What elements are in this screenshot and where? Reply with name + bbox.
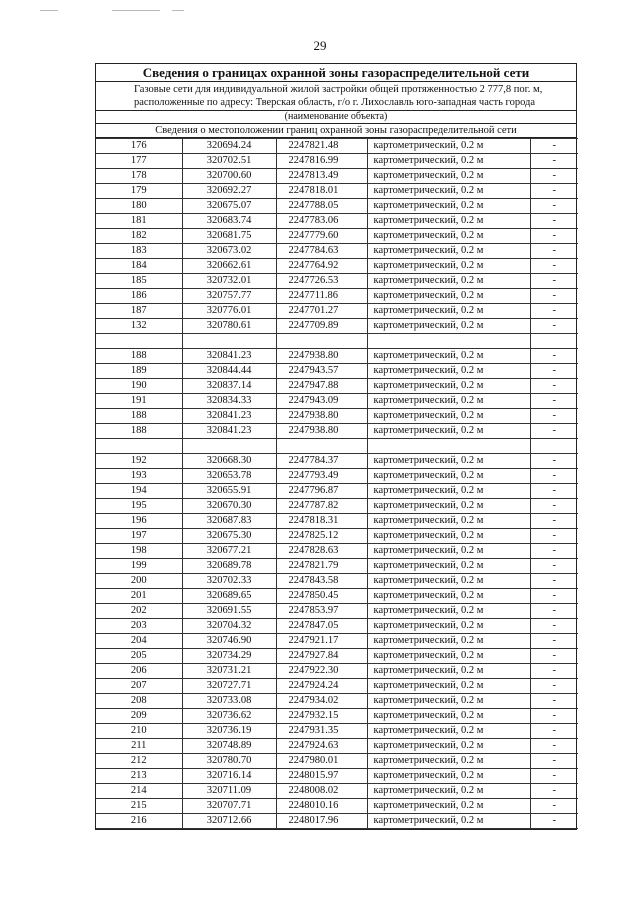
cell-deviation: - <box>530 739 578 754</box>
cell-method: картометрический, 0.2 м <box>367 469 530 484</box>
cell-coord-y: 2247843.58 <box>276 574 367 589</box>
cell-deviation: - <box>530 199 578 214</box>
cell-point-number: 184 <box>96 259 182 274</box>
cell-coord-y: 2247793.49 <box>276 469 367 484</box>
cell-coord-x: 320670.30 <box>182 499 276 514</box>
cell-deviation: - <box>530 259 578 274</box>
cell-deviation: - <box>530 574 578 589</box>
cell-point-number: 196 <box>96 514 182 529</box>
cell-coord-y: 2247847.05 <box>276 619 367 634</box>
cell-method: картометрический, 0.2 м <box>367 199 530 214</box>
cell-coord-y: 2247927.84 <box>276 649 367 664</box>
cell-coord-y: 2247796.87 <box>276 484 367 499</box>
cell-point-number: 206 <box>96 664 182 679</box>
cell-coord-x: 320834.33 <box>182 394 276 409</box>
cell-coord-y: 2247932.15 <box>276 709 367 724</box>
cell-method: картометрический, 0.2 м <box>367 529 530 544</box>
cell-method: картометрический, 0.2 м <box>367 634 530 649</box>
table-row <box>96 754 578 769</box>
table-row-blank <box>96 334 578 349</box>
table-row-blank <box>96 439 578 454</box>
coordinates-table <box>96 138 578 829</box>
cell-method: картометрический, 0.2 м <box>367 319 530 334</box>
cell-coord-y: 2247701.27 <box>276 304 367 319</box>
cell-coord-y: 2247980.01 <box>276 754 367 769</box>
table-row <box>96 454 578 469</box>
cell-deviation: - <box>530 364 578 379</box>
cell-coord-x: 320689.65 <box>182 589 276 604</box>
cell-coord-y: 2247816.99 <box>276 154 367 169</box>
cell-coord-y: 2247779.60 <box>276 229 367 244</box>
table-row <box>96 529 578 544</box>
scan-artifact <box>40 10 58 11</box>
cell-point-number: 198 <box>96 544 182 559</box>
cell-coord-x: 320692.27 <box>182 184 276 199</box>
cell-method: картометрический, 0.2 м <box>367 259 530 274</box>
cell-method: картометрический, 0.2 м <box>367 289 530 304</box>
table-row <box>96 694 578 709</box>
cell-coord-x: 320748.89 <box>182 739 276 754</box>
cell-coord-x: 320704.32 <box>182 619 276 634</box>
cell-coord-x: 320731.21 <box>182 664 276 679</box>
cell-method: картометрический, 0.2 м <box>367 184 530 199</box>
object-name-line: Газовые сети для индивидуальной жилой застройки общей протяженностью 2 777,8 пог. м, <box>134 84 543 95</box>
table-row <box>96 664 578 679</box>
cell-point-number: 199 <box>96 559 182 574</box>
table-row <box>96 649 578 664</box>
cell-method: картометрический, 0.2 м <box>367 619 530 634</box>
table-row <box>96 679 578 694</box>
table-row <box>96 394 578 409</box>
cell-coord-x: 320746.90 <box>182 634 276 649</box>
table-row <box>96 469 578 484</box>
cell-method: картометрический, 0.2 м <box>367 304 530 319</box>
table-row <box>96 409 578 424</box>
cell-coord-x: 320732.01 <box>182 274 276 289</box>
cell-method: картометрический, 0.2 м <box>367 244 530 259</box>
cell-deviation: - <box>530 349 578 364</box>
cell-point-number: 192 <box>96 454 182 469</box>
cell-coord-y: 2248010.16 <box>276 799 367 814</box>
table-row <box>96 214 578 229</box>
cell-coord-y: 2247943.09 <box>276 394 367 409</box>
cell-method: картометрический, 0.2 м <box>367 754 530 769</box>
cell-method: картометрический, 0.2 м <box>367 499 530 514</box>
cell-coord-x: 320841.23 <box>182 409 276 424</box>
cell-coord-x: 320677.21 <box>182 544 276 559</box>
cell-deviation: - <box>530 649 578 664</box>
cell-point-number: 185 <box>96 274 182 289</box>
document-title: Сведения о границах охранной зоны газораспределительной сети <box>96 64 576 82</box>
cell-deviation: - <box>530 784 578 799</box>
cell-coord-x: 320757.77 <box>182 289 276 304</box>
cell-coord-x: 320776.01 <box>182 304 276 319</box>
cell-coord-y: 2248017.96 <box>276 814 367 829</box>
cell-coord-x: 320837.14 <box>182 379 276 394</box>
cell-deviation: - <box>530 154 578 169</box>
cell-method: картометрический, 0.2 м <box>367 514 530 529</box>
cell-point-number: 205 <box>96 649 182 664</box>
cell-coord-x: 320712.66 <box>182 814 276 829</box>
cell-method: картометрический, 0.2 м <box>367 154 530 169</box>
cell-method: картометрический, 0.2 м <box>367 589 530 604</box>
cell-point-number: 177 <box>96 154 182 169</box>
cell-method <box>367 439 530 454</box>
table-row <box>96 169 578 184</box>
cell-coord-y: 2248015.97 <box>276 769 367 784</box>
cell-method: картометрический, 0.2 м <box>367 724 530 739</box>
cell-coord-y: 2247924.63 <box>276 739 367 754</box>
cell-point-number: 176 <box>96 139 182 154</box>
cell-coord-y: 2248008.02 <box>276 784 367 799</box>
cell-deviation: - <box>530 559 578 574</box>
table-row <box>96 589 578 604</box>
cell-coord-x: 320702.51 <box>182 154 276 169</box>
cell-coord-y: 2247821.48 <box>276 139 367 154</box>
table-row <box>96 559 578 574</box>
cell-coord-x <box>182 334 276 349</box>
object-name <box>96 82 576 110</box>
cell-coord-x: 320734.29 <box>182 649 276 664</box>
cell-coord-y: 2247924.24 <box>276 679 367 694</box>
boundary-sheet <box>95 63 577 830</box>
cell-coord-x: 320716.14 <box>182 769 276 784</box>
table-row <box>96 139 578 154</box>
cell-point-number: 210 <box>96 724 182 739</box>
cell-point-number: 207 <box>96 679 182 694</box>
cell-deviation: - <box>530 409 578 424</box>
cell-deviation: - <box>530 529 578 544</box>
cell-deviation: - <box>530 709 578 724</box>
cell-method: картометрический, 0.2 м <box>367 694 530 709</box>
cell-deviation: - <box>530 499 578 514</box>
cell-method: картометрический, 0.2 м <box>367 364 530 379</box>
cell-coord-y <box>276 439 367 454</box>
cell-coord-y: 2247931.35 <box>276 724 367 739</box>
cell-method: картометрический, 0.2 м <box>367 739 530 754</box>
table-row <box>96 319 578 334</box>
cell-coord-x: 320707.71 <box>182 799 276 814</box>
table-row <box>96 769 578 784</box>
cell-method: картометрический, 0.2 м <box>367 409 530 424</box>
cell-method: картометрический, 0.2 м <box>367 394 530 409</box>
cell-point-number: 188 <box>96 349 182 364</box>
cell-coord-x: 320727.71 <box>182 679 276 694</box>
table-row <box>96 199 578 214</box>
table-row <box>96 784 578 799</box>
cell-deviation: - <box>530 814 578 829</box>
cell-point-number: 186 <box>96 289 182 304</box>
cell-point-number: 183 <box>96 244 182 259</box>
table-row <box>96 364 578 379</box>
cell-point-number: 190 <box>96 379 182 394</box>
table-row <box>96 499 578 514</box>
cell-coord-x: 320711.09 <box>182 784 276 799</box>
cell-deviation: - <box>530 169 578 184</box>
cell-point-number: 193 <box>96 469 182 484</box>
cell-point-number: 189 <box>96 364 182 379</box>
cell-method: картометрический, 0.2 м <box>367 649 530 664</box>
cell-point-number <box>96 439 182 454</box>
cell-point-number: 215 <box>96 799 182 814</box>
cell-point-number: 211 <box>96 739 182 754</box>
cell-deviation: - <box>530 304 578 319</box>
cell-method: картометрический, 0.2 м <box>367 604 530 619</box>
cell-deviation: - <box>530 799 578 814</box>
cell-deviation: - <box>530 619 578 634</box>
cell-coord-y: 2247764.92 <box>276 259 367 274</box>
cell-coord-x: 320702.33 <box>182 574 276 589</box>
cell-coord-y: 2247813.49 <box>276 169 367 184</box>
cell-coord-y: 2247947.88 <box>276 379 367 394</box>
cell-coord-y: 2247818.31 <box>276 514 367 529</box>
cell-coord-x: 320675.30 <box>182 529 276 544</box>
cell-deviation: - <box>530 379 578 394</box>
cell-coord-x: 320689.78 <box>182 559 276 574</box>
cell-method: картометрический, 0.2 м <box>367 229 530 244</box>
cell-method: картометрический, 0.2 м <box>367 424 530 439</box>
cell-point-number: 195 <box>96 499 182 514</box>
cell-coord-y: 2247787.82 <box>276 499 367 514</box>
cell-coord-x: 320844.44 <box>182 364 276 379</box>
cell-deviation: - <box>530 589 578 604</box>
cell-coord-x: 320841.23 <box>182 349 276 364</box>
cell-deviation: - <box>530 184 578 199</box>
cell-point-number: 188 <box>96 409 182 424</box>
table-row <box>96 739 578 754</box>
cell-deviation: - <box>530 544 578 559</box>
cell-coord-y: 2247784.37 <box>276 454 367 469</box>
cell-coord-x: 320736.62 <box>182 709 276 724</box>
cell-coord-x: 320673.02 <box>182 244 276 259</box>
cell-coord-y: 2247921.17 <box>276 634 367 649</box>
cell-method: картометрический, 0.2 м <box>367 664 530 679</box>
table-row <box>96 184 578 199</box>
cell-coord-x: 320736.19 <box>182 724 276 739</box>
cell-method: картометрический, 0.2 м <box>367 274 530 289</box>
cell-point-number: 194 <box>96 484 182 499</box>
cell-method: картометрический, 0.2 м <box>367 544 530 559</box>
cell-method <box>367 334 530 349</box>
cell-deviation: - <box>530 394 578 409</box>
cell-deviation: - <box>530 424 578 439</box>
cell-deviation: - <box>530 274 578 289</box>
table-row <box>96 349 578 364</box>
cell-point-number: 191 <box>96 394 182 409</box>
table-row <box>96 229 578 244</box>
cell-method: картометрический, 0.2 м <box>367 214 530 229</box>
table-row <box>96 514 578 529</box>
cell-point-number: 202 <box>96 604 182 619</box>
cell-method: картометрический, 0.2 м <box>367 169 530 184</box>
cell-point-number: 208 <box>96 694 182 709</box>
cell-coord-x: 320694.24 <box>182 139 276 154</box>
cell-method: картометрический, 0.2 м <box>367 349 530 364</box>
cell-method: картометрический, 0.2 м <box>367 799 530 814</box>
table-row <box>96 619 578 634</box>
cell-coord-x: 320668.30 <box>182 454 276 469</box>
cell-deviation <box>530 439 578 454</box>
cell-coord-y: 2247726.53 <box>276 274 367 289</box>
cell-deviation: - <box>530 469 578 484</box>
cell-coord-y: 2247938.80 <box>276 409 367 424</box>
cell-coord-y: 2247783.06 <box>276 214 367 229</box>
cell-coord-y: 2247711.86 <box>276 289 367 304</box>
cell-deviation: - <box>530 319 578 334</box>
object-caption: (наименование объекта) <box>96 110 576 123</box>
cell-coord-y: 2247938.80 <box>276 424 367 439</box>
scan-artifact <box>112 10 160 11</box>
cell-point-number: 180 <box>96 199 182 214</box>
cell-deviation: - <box>530 514 578 529</box>
cell-deviation <box>530 334 578 349</box>
cell-coord-y: 2247821.79 <box>276 559 367 574</box>
table-row <box>96 304 578 319</box>
cell-method: картометрический, 0.2 м <box>367 814 530 829</box>
table-row <box>96 544 578 559</box>
cell-point-number: 178 <box>96 169 182 184</box>
cell-method: картометрический, 0.2 м <box>367 559 530 574</box>
table-row <box>96 724 578 739</box>
cell-point-number: 200 <box>96 574 182 589</box>
cell-deviation: - <box>530 604 578 619</box>
cell-coord-y: 2247828.63 <box>276 544 367 559</box>
cell-coord-x: 320662.61 <box>182 259 276 274</box>
cell-point-number: 204 <box>96 634 182 649</box>
cell-method: картометрический, 0.2 м <box>367 784 530 799</box>
scan-artifact <box>172 10 184 11</box>
cell-coord-x: 320780.61 <box>182 319 276 334</box>
cell-point-number: 209 <box>96 709 182 724</box>
cell-method: картометрический, 0.2 м <box>367 679 530 694</box>
cell-coord-y: 2247788.05 <box>276 199 367 214</box>
table-row <box>96 379 578 394</box>
cell-deviation: - <box>530 664 578 679</box>
cell-deviation: - <box>530 214 578 229</box>
cell-coord-x: 320700.60 <box>182 169 276 184</box>
cell-coord-y: 2247934.02 <box>276 694 367 709</box>
cell-point-number: 187 <box>96 304 182 319</box>
cell-method: картометрический, 0.2 м <box>367 709 530 724</box>
cell-method: картометрический, 0.2 м <box>367 139 530 154</box>
cell-deviation: - <box>530 289 578 304</box>
cell-coord-y <box>276 334 367 349</box>
cell-deviation: - <box>530 139 578 154</box>
section-subtitle: Сведения о местоположении границ охранной зоны газораспределительной сети <box>96 123 576 138</box>
cell-coord-x: 320687.83 <box>182 514 276 529</box>
cell-coord-y: 2247825.12 <box>276 529 367 544</box>
cell-point-number: 201 <box>96 589 182 604</box>
cell-point-number: 203 <box>96 619 182 634</box>
table-row <box>96 574 578 589</box>
table-row <box>96 814 578 829</box>
cell-coord-x: 320691.55 <box>182 604 276 619</box>
cell-coord-x: 320780.70 <box>182 754 276 769</box>
cell-deviation: - <box>530 484 578 499</box>
cell-coord-x: 320655.91 <box>182 484 276 499</box>
cell-coord-x: 320733.08 <box>182 694 276 709</box>
cell-coord-y: 2247853.97 <box>276 604 367 619</box>
cell-point-number: 212 <box>96 754 182 769</box>
object-address-line: расположенные по адресу: Тверская область, г/о г. Лихославль юго-западная часть города <box>134 97 536 108</box>
cell-deviation: - <box>530 679 578 694</box>
page-number: 29 <box>313 38 327 53</box>
cell-coord-y: 2247818.01 <box>276 184 367 199</box>
cell-coord-y: 2247938.80 <box>276 349 367 364</box>
table-row <box>96 709 578 724</box>
table-row <box>96 244 578 259</box>
cell-deviation: - <box>530 634 578 649</box>
cell-method: картометрический, 0.2 м <box>367 454 530 469</box>
cell-point-number: 132 <box>96 319 182 334</box>
table-row <box>96 799 578 814</box>
cell-method: картометрический, 0.2 м <box>367 574 530 589</box>
table-row <box>96 274 578 289</box>
cell-coord-y: 2247784.63 <box>276 244 367 259</box>
cell-coord-x <box>182 439 276 454</box>
cell-point-number: 214 <box>96 784 182 799</box>
cell-coord-y: 2247922.30 <box>276 664 367 679</box>
cell-method: картометрический, 0.2 м <box>367 484 530 499</box>
cell-coord-x: 320681.75 <box>182 229 276 244</box>
table-row <box>96 259 578 274</box>
cell-coord-x: 320683.74 <box>182 214 276 229</box>
cell-deviation: - <box>530 244 578 259</box>
table-row <box>96 289 578 304</box>
cell-deviation: - <box>530 769 578 784</box>
cell-deviation: - <box>530 229 578 244</box>
cell-point-number: 197 <box>96 529 182 544</box>
cell-coord-y: 2247709.89 <box>276 319 367 334</box>
cell-deviation: - <box>530 754 578 769</box>
cell-point-number: 182 <box>96 229 182 244</box>
cell-coord-y: 2247943.57 <box>276 364 367 379</box>
cell-coord-x: 320841.23 <box>182 424 276 439</box>
cell-coord-y: 2247850.45 <box>276 589 367 604</box>
cell-point-number: 216 <box>96 814 182 829</box>
cell-coord-x: 320653.78 <box>182 469 276 484</box>
cell-coord-x: 320675.07 <box>182 199 276 214</box>
cell-deviation: - <box>530 724 578 739</box>
table-row <box>96 634 578 649</box>
cell-point-number: 213 <box>96 769 182 784</box>
cell-point-number <box>96 334 182 349</box>
cell-deviation: - <box>530 454 578 469</box>
cell-point-number: 188 <box>96 424 182 439</box>
table-row <box>96 604 578 619</box>
cell-method: картометрический, 0.2 м <box>367 379 530 394</box>
cell-deviation: - <box>530 694 578 709</box>
cell-point-number: 179 <box>96 184 182 199</box>
table-row <box>96 484 578 499</box>
cell-method: картометрический, 0.2 м <box>367 769 530 784</box>
cell-point-number: 181 <box>96 214 182 229</box>
table-row <box>96 154 578 169</box>
table-row <box>96 424 578 439</box>
